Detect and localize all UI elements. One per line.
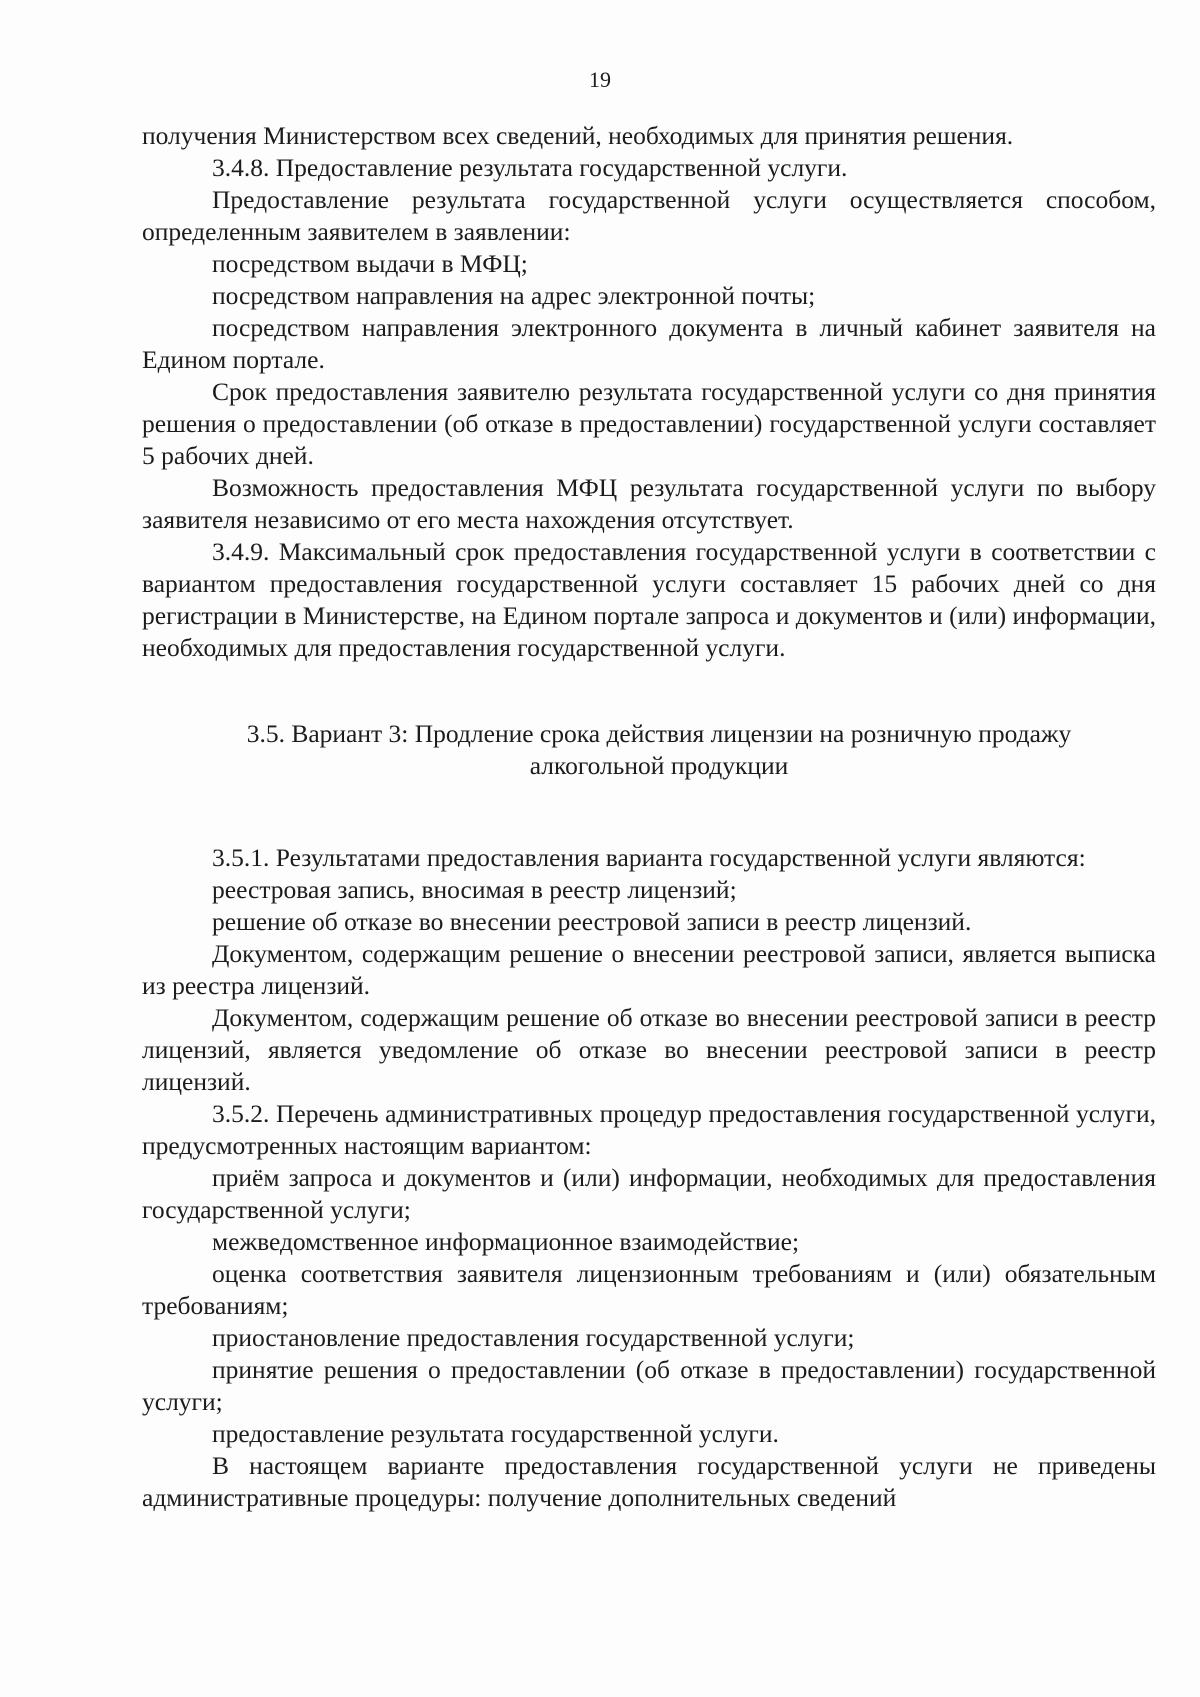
list-item: межведомственное информационное взаимодействие; [212, 1227, 800, 1256]
document-body [142, 120, 1156, 1514]
list-item: реестровая запись, вносимая в реестр лицензий; [212, 875, 737, 904]
paragraph: 3.4.8. Предоставление результата государственной услуги. [212, 153, 848, 182]
paragraph: Возможность предоставления МФЦ результата государственной услуги по выбору заявителя независимо от его места нахождения отсутствует. [142, 473, 1156, 534]
paragraph: Документом, содержащим решение о внесении реестровой записи, является выписка из реестра лицензий. [142, 939, 1156, 1000]
list-item: приём запроса и документов и (или) информации, необходимых для предоставления государственной услуги; [142, 1163, 1156, 1224]
paragraph: В настоящем варианте предоставления государственной услуги не приведены административные процедуры: получение дополнительных сведений [142, 1451, 1156, 1512]
section-heading-line-2: алкогольной продукции [529, 751, 789, 780]
paragraph: Предоставление результата государственной услуги осуществляется способом, определенным заявителем в заявлении: [142, 185, 1156, 246]
paragraph: 3.5.1. Результатами предоставления варианта государственной услуги являются: [212, 843, 1086, 872]
paragraph: Документом, содержащим решение об отказе во внесении реестровой записи в реестр лицензий, является уведомление об отказе во внесении реестровой записи в реестр лицензий. [142, 1003, 1156, 1096]
list-item: приостановление предоставления государственной услуги; [212, 1323, 855, 1352]
list-item: посредством выдачи в МФЦ; [212, 249, 528, 278]
list-item: решение об отказе во внесении реестровой записи в реестр лицензий. [212, 907, 972, 936]
paragraph: Срок предоставления заявителю результата государственной услуги со дня принятия решения о предоставлении (об отказе в предоставлении) государственной услуги составляет 5 рабочих дней. [142, 377, 1156, 470]
section-heading-line-1: 3.5. Вариант 3: Продление срока действия лицензии на розничную продажу [246, 719, 1072, 748]
list-item: посредством направления на адрес электронной почты; [212, 281, 816, 310]
list-item: принятие решения о предоставлении (об отказе в предоставлении) государственной услуги; [142, 1355, 1156, 1416]
page-number: 19 [589, 67, 611, 92]
list-item: оценка соответствия заявителя лицензионным требованиям и (или) обязательным требованиям; [142, 1259, 1156, 1320]
list-item: посредством направления электронного документа в личный кабинет заявителя на Едином портале. [142, 313, 1156, 374]
paragraph: 3.4.9. Максимальный срок предоставления государственной услуги в соответствии с вариантом предоставления государственной услуги составляет 15 рабочих дней со дня регистрации в Министерстве, на Едином портале запроса и документов и (или) информации, необходимых для предоставления государственной услуги. [142, 537, 1156, 662]
paragraph: получения Министерством всех сведений, необходимых для принятия решения. [142, 121, 1014, 150]
list-item: предоставление результата государственной услуги. [212, 1419, 779, 1448]
paragraph: 3.5.2. Перечень административных процедур предоставления государственной услуги, предусмотренных настоящим вариантом: [142, 1099, 1156, 1160]
